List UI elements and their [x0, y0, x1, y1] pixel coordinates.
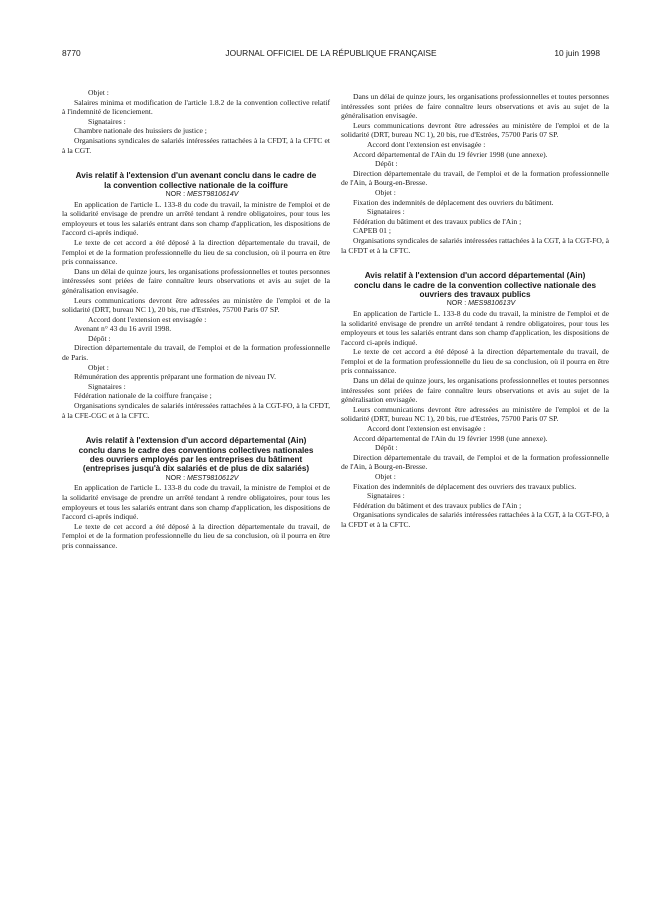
accord-text: Avenant n° 43 du 16 avril 1998.: [74, 324, 172, 334]
depot-label: Dépôt :: [375, 159, 398, 169]
accord-label: Accord dont l'extension est envisagée :: [367, 424, 486, 434]
accord-text: Accord départemental de l'Ain du 19 février 1998 (une annexe).: [353, 433, 548, 443]
signataires-label: Signataires :: [88, 381, 126, 391]
paragraph: En application de l'article L. 133-8 du code du travail, la ministre de l'emploi et de la solidarité envisage de prendre un arrêté tendant à rendre obligatoires, pour tous les employeurs et tous les salariés entrant dans son champ d'application, les dispositions de l'accord ci-après indiqué.: [341, 308, 609, 347]
paragraph: En application de l'article L. 133-8 du code du travail, la ministre de l'emploi et de la solidarité envisage de prendre un arrêté tendant à rendre obligatoires, pour tous les employeurs et tous les salariés entrant dans son champ d'application, les dispositions de l'accord ci-après indiqué.: [62, 483, 330, 522]
nor-reference: NOR : MEST9810614V: [165, 190, 239, 198]
accord-label: Accord dont l'extension est envisagée :: [88, 314, 207, 324]
notice-title: Avis relatif à l'extension d'un avenant conclu dans le cadre de la convention collective nationale de la coiffure: [75, 171, 317, 190]
depot-text: Direction départementale du travail, de l'emploi et de la formation professionnelle de Paris.: [62, 343, 330, 363]
page-number: 8770: [62, 48, 81, 58]
signataire-item: CAPEB 01 ;: [353, 226, 391, 236]
paragraph: Dans un délai de quinze jours, les organisations professionnelles et toutes personnes intéressées sont priées de faire connaître leurs observations et avis au sujet de la généralisation envisagée.: [62, 266, 330, 295]
objet-text: Salaires minima et modification de l'article 1.8.2 de la convention collective relatif à l'indemnité de licenciement.: [62, 97, 330, 117]
nor-reference: NOR : MEST9810612V: [165, 474, 239, 482]
signataire-item: Organisations syndicales de salariés intéressées rattachées à la CFDT, à la CFTC et à la CGT.: [62, 135, 330, 155]
paragraph: Dans un délai de quinze jours, les organisations professionnelles et toutes personnes intéressées sont priées de faire connaître leurs observations et avis au sujet de la généralisation envisagée.: [341, 92, 609, 121]
paragraph: En application de l'article L. 133-8 du code du travail, la ministre de l'emploi et de la solidarité envisage de prendre un arrêté tendant à rendre obligatoires, pour tous les employeurs et tous les salariés entrant dans son champ d'application, les dispositions de l'accord ci-après indiqué.: [62, 199, 330, 238]
paragraph: Le texte de cet accord a été déposé à la direction départementale du travail, de l'emploi et de la formation professionnelle du lieu de sa conclusion, où il pourra en être pris connaissance.: [341, 347, 609, 376]
objet-label: Objet :: [375, 187, 396, 197]
notice-title: Avis relatif à l'extension d'un accord départemental (Ain) conclu dans le cadre des conventions collectives nationales des ouvriers employés par les entreprises du bâtiment (entreprises jusqu'à dix salariés et de plus de dix salariés): [78, 436, 314, 474]
signataire-item: Fédération nationale de la coiffure française ;: [74, 391, 212, 401]
objet-label: Objet :: [375, 472, 396, 481]
objet-text: Fixation des indemnités de déplacement des ouvriers des travaux publics.: [353, 481, 577, 491]
signataires-label: Signataires :: [367, 207, 405, 217]
signataires-label: Signataires :: [367, 491, 405, 501]
signataire-item: Organisations syndicales de salariés intéressées rattachées à la CGT-FO, à la CFDT, à la CFE-CGC et à la CFTC.: [62, 401, 330, 420]
depot-label: Dépôt :: [88, 333, 111, 343]
signataire-item: Fédération du bâtiment et des travaux publics de l'Ain ;: [353, 500, 522, 510]
signataire-item: Organisations syndicales de salariés intéressées rattachées à la CGT, à la CGT-FO, à la CFDT et à la CFTC.: [341, 235, 609, 255]
objet-label: Objet :: [88, 88, 109, 97]
objet-label: Objet :: [88, 362, 109, 372]
nor-reference: NOR : MES9810613V: [446, 300, 516, 308]
signataires-label: Signataires :: [88, 116, 126, 126]
signataire-item: Fédération du bâtiment et des travaux publics de l'Ain ;: [353, 216, 522, 226]
paragraph: Le texte de cet accord a été déposé à la direction départementale du travail, de l'emploi et de la formation professionnelle du lieu de sa conclusion, où il pourra en être pris connaissance.: [62, 521, 330, 550]
notice-title: Avis relatif à l'extension d'un accord départemental (Ain) conclu dans le cadre de la convention collective nationale des ouvriers des travaux publics: [353, 271, 597, 299]
signataire-item: Chambre nationale des huissiers de justice ;: [74, 126, 207, 136]
objet-text: Fixation des indemnités de déplacement des ouvriers du bâtiment.: [353, 197, 554, 207]
depot-text: Direction départementale du travail, de l'emploi et de la formation professionnelle de l'Ain, à Bourg-en-Bresse.: [341, 452, 609, 472]
paragraph: Leurs communications devront être adressées au ministère de l'emploi et de la solidarité (DRT, bureau NC 1), 20 bis, rue d'Estrées, 75700 Paris 07 SP.: [62, 295, 330, 315]
page-header: [62, 48, 600, 62]
issue-date: 10 juin 1998: [554, 48, 600, 58]
depot-text: Direction départementale du travail, de l'emploi et de la formation professionnelle de l'Ain, à Bourg-en-Bresse.: [341, 168, 609, 188]
accord-text: Accord départemental de l'Ain du 19 février 1998 (une annexe).: [353, 149, 548, 159]
left-column: [62, 88, 330, 551]
paragraph: Le texte de cet accord a été déposé à la direction départementale du travail, de l'emploi et de la formation professionnelle du lieu de sa conclusion, où il pourra en être pris connaissance.: [62, 237, 330, 267]
signataire-item: Organisations syndicales de salariés intéressées rattachées à la CGT, à la CGT-FO, à la CFDT et à la CFTC.: [341, 510, 609, 529]
right-column: [341, 92, 609, 530]
journal-title: JOURNAL OFFICIEL DE LA RÉPUBLIQUE FRANÇAISE: [225, 48, 437, 58]
paragraph: Leurs communications devront être adressées au ministère de l'emploi et de la solidarité (DRT, bureau NC 1), 20 bis, rue d'Estrées, 75700 Paris 07 SP.: [341, 404, 609, 424]
depot-label: Dépôt :: [375, 443, 398, 453]
accord-label: Accord dont l'extension est envisagée :: [367, 139, 486, 149]
paragraph: Dans un délai de quinze jours, les organisations professionnelles et toutes personnes intéressées sont priées de faire connaître leurs observations et avis au sujet de la généralisation envisagée.: [341, 376, 609, 405]
paragraph: Leurs communications devront être adressées au ministère de l'emploi et de la solidarité (DRT, bureau NC 1), 20 bis, rue d'Estrées, 75700 Paris 07 SP.: [341, 120, 609, 140]
objet-text: Rémunération des apprentis préparant une formation de niveau IV.: [74, 372, 277, 382]
